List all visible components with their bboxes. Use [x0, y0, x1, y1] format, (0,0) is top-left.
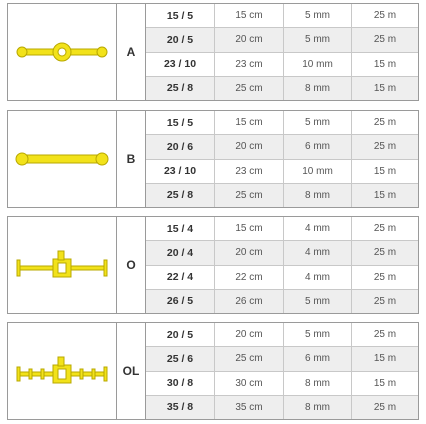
yellow-waterstop-profile-o-icon — [12, 245, 112, 285]
length-cell: 25 m — [373, 223, 397, 235]
code-cell: 20 / 5 — [146, 323, 215, 346]
yellow-waterstop-bar-b-icon — [12, 144, 112, 174]
length-cell: 25 m — [373, 271, 397, 283]
width-cell: 23 cm — [215, 160, 284, 183]
thickness-cell: 8 mm — [284, 184, 352, 207]
table-row — [146, 135, 418, 159]
profile-type-label: OL — [116, 323, 146, 419]
profile-image-cell — [8, 4, 116, 100]
code-cell: 23 / 10 — [146, 53, 215, 76]
width-cell: 15 cm — [215, 111, 284, 134]
thickness-cell: 4 mm — [284, 241, 352, 264]
product-group-b — [7, 110, 419, 208]
table-row — [146, 323, 418, 347]
code-cell: 15 / 5 — [146, 4, 215, 27]
width-cell: 25 cm — [215, 347, 284, 370]
table-row — [146, 53, 418, 77]
product-group-ol — [7, 322, 419, 420]
yellow-waterstop-profile-ol-icon — [12, 351, 112, 391]
length-cell: 25 m — [373, 329, 397, 341]
width-cell: 25 cm — [215, 184, 284, 207]
length-cell: 25 m — [373, 295, 397, 307]
profile-type-label: A — [116, 4, 146, 100]
thickness-cell: 4 mm — [284, 217, 352, 240]
yellow-waterstop-bar-a-icon — [12, 37, 112, 67]
thickness-cell: 10 mm — [284, 53, 352, 76]
code-cell: 20 / 4 — [146, 241, 215, 264]
width-cell: 30 cm — [215, 372, 284, 395]
code-cell: 25 / 8 — [146, 184, 215, 207]
spec-rows — [146, 111, 418, 207]
length-cell: 15 m — [373, 82, 397, 94]
length-cell: 15 m — [373, 189, 397, 201]
code-cell: 25 / 6 — [146, 347, 215, 370]
length-cell: 15 m — [373, 377, 397, 389]
table-row — [146, 184, 418, 207]
code-cell: 25 / 8 — [146, 77, 215, 100]
thickness-cell: 5 mm — [284, 323, 352, 346]
thickness-cell: 5 mm — [284, 111, 352, 134]
spec-rows — [146, 4, 418, 100]
length-cell: 15 m — [373, 165, 397, 177]
code-cell: 15 / 4 — [146, 217, 215, 240]
length-cell: 15 m — [373, 58, 397, 70]
table-row — [146, 4, 418, 28]
width-cell: 20 cm — [215, 241, 284, 264]
table-row — [146, 241, 418, 265]
product-group-a — [7, 3, 419, 101]
product-group-o — [7, 216, 419, 314]
code-cell: 20 / 6 — [146, 135, 215, 158]
length-cell: 25 m — [373, 247, 397, 259]
profile-image-cell — [8, 217, 116, 313]
width-cell: 35 cm — [215, 396, 284, 419]
length-cell: 15 m — [373, 353, 397, 365]
code-cell: 20 / 5 — [146, 28, 215, 51]
table-row — [146, 160, 418, 184]
profile-type-label: B — [116, 111, 146, 207]
thickness-cell: 8 mm — [284, 396, 352, 419]
width-cell: 20 cm — [215, 28, 284, 51]
table-row — [146, 28, 418, 52]
length-cell: 25 m — [373, 117, 397, 129]
code-cell: 30 / 8 — [146, 372, 215, 395]
table-row — [146, 266, 418, 290]
table-row — [146, 77, 418, 100]
width-cell: 20 cm — [215, 135, 284, 158]
thickness-cell: 6 mm — [284, 347, 352, 370]
length-cell: 25 m — [373, 10, 397, 22]
table-row — [146, 290, 418, 313]
code-cell: 22 / 4 — [146, 266, 215, 289]
width-cell: 26 cm — [215, 290, 284, 313]
spec-rows — [146, 323, 418, 419]
code-cell: 15 / 5 — [146, 111, 215, 134]
profile-image-cell — [8, 111, 116, 207]
thickness-cell: 10 mm — [284, 160, 352, 183]
table-row — [146, 396, 418, 419]
thickness-cell: 5 mm — [284, 28, 352, 51]
length-cell: 25 m — [373, 401, 397, 413]
length-cell: 25 m — [373, 34, 397, 46]
thickness-cell: 6 mm — [284, 135, 352, 158]
thickness-cell: 5 mm — [284, 4, 352, 27]
code-cell: 26 / 5 — [146, 290, 215, 313]
thickness-cell: 5 mm — [284, 290, 352, 313]
length-cell: 25 m — [373, 141, 397, 153]
width-cell: 20 cm — [215, 323, 284, 346]
spec-rows — [146, 217, 418, 313]
table-row — [146, 347, 418, 371]
width-cell: 15 cm — [215, 4, 284, 27]
table-row — [146, 217, 418, 241]
width-cell: 25 cm — [215, 77, 284, 100]
width-cell: 23 cm — [215, 53, 284, 76]
width-cell: 15 cm — [215, 217, 284, 240]
code-cell: 23 / 10 — [146, 160, 215, 183]
width-cell: 22 cm — [215, 266, 284, 289]
profile-image-cell — [8, 323, 116, 419]
code-cell: 35 / 8 — [146, 396, 215, 419]
thickness-cell: 8 mm — [284, 77, 352, 100]
thickness-cell: 8 mm — [284, 372, 352, 395]
table-row — [146, 111, 418, 135]
thickness-cell: 4 mm — [284, 266, 352, 289]
profile-type-label: O — [116, 217, 146, 313]
table-row — [146, 372, 418, 396]
